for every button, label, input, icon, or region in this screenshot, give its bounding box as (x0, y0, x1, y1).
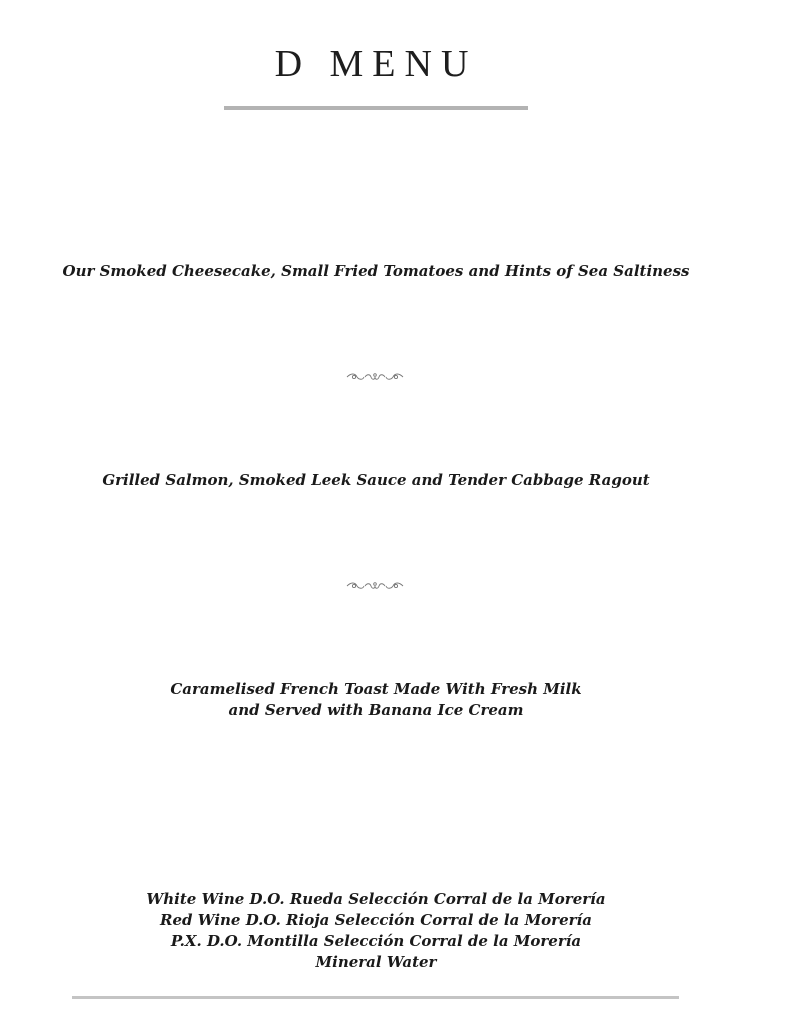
course-main-text: Grilled Salmon, Smoked Leek Sauce and Tender Cabbage Ragout (102, 471, 650, 489)
course-dessert-line-1: Caramelised French Toast Made With Fresh Milk (170, 680, 582, 698)
drink-white-wine: White Wine D.O. Rueda Selección Corral de la Morería (146, 890, 606, 908)
flourish-divider-icon (345, 371, 405, 383)
course-dessert-line-2: and Served with Banana Ice Cream (228, 701, 524, 719)
course-dessert (0, 679, 752, 721)
title-divider (224, 106, 528, 110)
menu-title: D MENU (274, 43, 478, 85)
drinks-list (0, 889, 752, 973)
course-starter-text: Our Smoked Cheesecake, Small Fried Tomatoes and Hints of Sea Saltiness (62, 262, 690, 280)
course-starter (0, 261, 752, 282)
drink-water: Mineral Water (315, 953, 437, 971)
drink-px: P.X. D.O. Montilla Selección Corral de la Morería (170, 932, 582, 950)
flourish-divider-icon (345, 580, 405, 592)
drink-red-wine: Red Wine D.O. Rioja Selección Corral de la Morería (160, 911, 592, 929)
course-main (0, 470, 752, 491)
bottom-divider (72, 996, 679, 999)
